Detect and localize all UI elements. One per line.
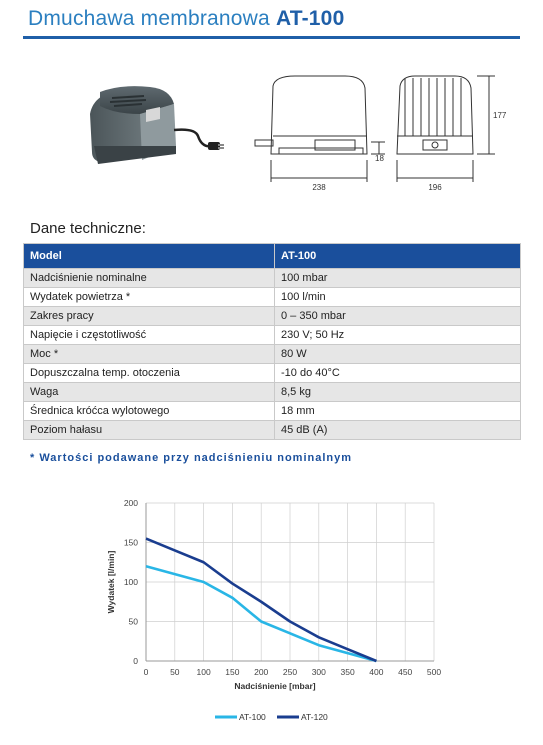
table-row xyxy=(24,345,521,364)
legend-label: AT-120 xyxy=(301,712,328,722)
spec-table-header xyxy=(24,244,521,269)
y-tick-label: 0 xyxy=(133,656,138,666)
dimension-drawings xyxy=(245,66,535,196)
dim-177-label: 177 xyxy=(493,111,507,120)
model-name: AT-100 xyxy=(275,7,345,30)
table-row xyxy=(24,364,521,383)
table-row xyxy=(24,288,521,307)
x-tick-label: 500 xyxy=(426,667,442,677)
value-cell: 45 dB (A) xyxy=(275,421,521,440)
table-row xyxy=(24,269,521,288)
value-cell: 8,5 kg xyxy=(275,383,521,402)
param-cell: Zakres pracy xyxy=(24,307,275,326)
performance-chart xyxy=(100,490,460,740)
x-axis-title: Nadciśnienie [mbar] xyxy=(234,681,316,691)
param-cell: Moc * xyxy=(24,345,275,364)
y-tick-label: 150 xyxy=(123,537,138,548)
table-row xyxy=(24,402,521,421)
x-tick-label: 250 xyxy=(282,667,298,677)
spec-table xyxy=(23,243,521,440)
value-cell: 0 – 350 mbar xyxy=(275,307,521,326)
x-tick-label: 100 xyxy=(196,667,211,677)
param-cell: Dopuszczalna temp. otoczenia xyxy=(24,364,275,383)
section-title: Dane techniczne: xyxy=(30,220,146,237)
table-row xyxy=(24,383,521,402)
dim-238-label: 238 xyxy=(312,183,326,192)
header-value: AT-100 xyxy=(275,244,521,269)
value-cell: 100 mbar xyxy=(275,269,521,288)
param-cell: Waga xyxy=(24,383,275,402)
footnote: * Wartości podawane przy nadciśnieniu nominalnym xyxy=(30,452,353,464)
param-cell: Napięcie i częstotliwość xyxy=(24,326,275,345)
product-photo xyxy=(80,84,230,174)
x-tick-label: 200 xyxy=(254,667,269,677)
x-tick-label: 450 xyxy=(398,667,413,677)
x-tick-label: 150 xyxy=(225,667,240,677)
x-tick-label: 350 xyxy=(340,667,355,677)
dim-196-label: 196 xyxy=(428,183,442,192)
param-cell: Średnica króćca wylotowego xyxy=(24,402,275,421)
legend-label: AT-100 xyxy=(239,712,266,722)
param-cell: Nadciśnienie nominalne xyxy=(24,269,275,288)
x-tick-label: 50 xyxy=(170,667,180,677)
value-cell: -10 do 40°C xyxy=(275,364,521,383)
value-cell: 80 W xyxy=(275,345,521,364)
y-tick-label: 50 xyxy=(128,616,138,627)
dim-18-label: 18 xyxy=(375,154,384,163)
title-underline xyxy=(23,36,520,39)
param-cell: Poziom hałasu xyxy=(24,421,275,440)
x-tick-label: 400 xyxy=(369,667,384,677)
param-cell: Wydatek powietrza * xyxy=(24,288,275,307)
header-param: Model xyxy=(24,244,275,269)
table-row xyxy=(24,421,521,440)
x-tick-label: 0 xyxy=(143,667,149,677)
y-tick-label: 200 xyxy=(123,498,138,508)
value-cell: 230 V; 50 Hz xyxy=(275,326,521,345)
table-row xyxy=(24,307,521,326)
page-title: Dmuchawa membranowa AT-100 xyxy=(28,7,345,30)
y-axis-title: Wydatek [l/min] xyxy=(106,550,116,614)
x-tick-label: 300 xyxy=(311,667,326,677)
value-cell: 18 mm xyxy=(275,402,521,421)
value-cell: 100 l/min xyxy=(275,288,521,307)
table-row xyxy=(24,326,521,345)
y-tick-label: 100 xyxy=(123,577,138,587)
